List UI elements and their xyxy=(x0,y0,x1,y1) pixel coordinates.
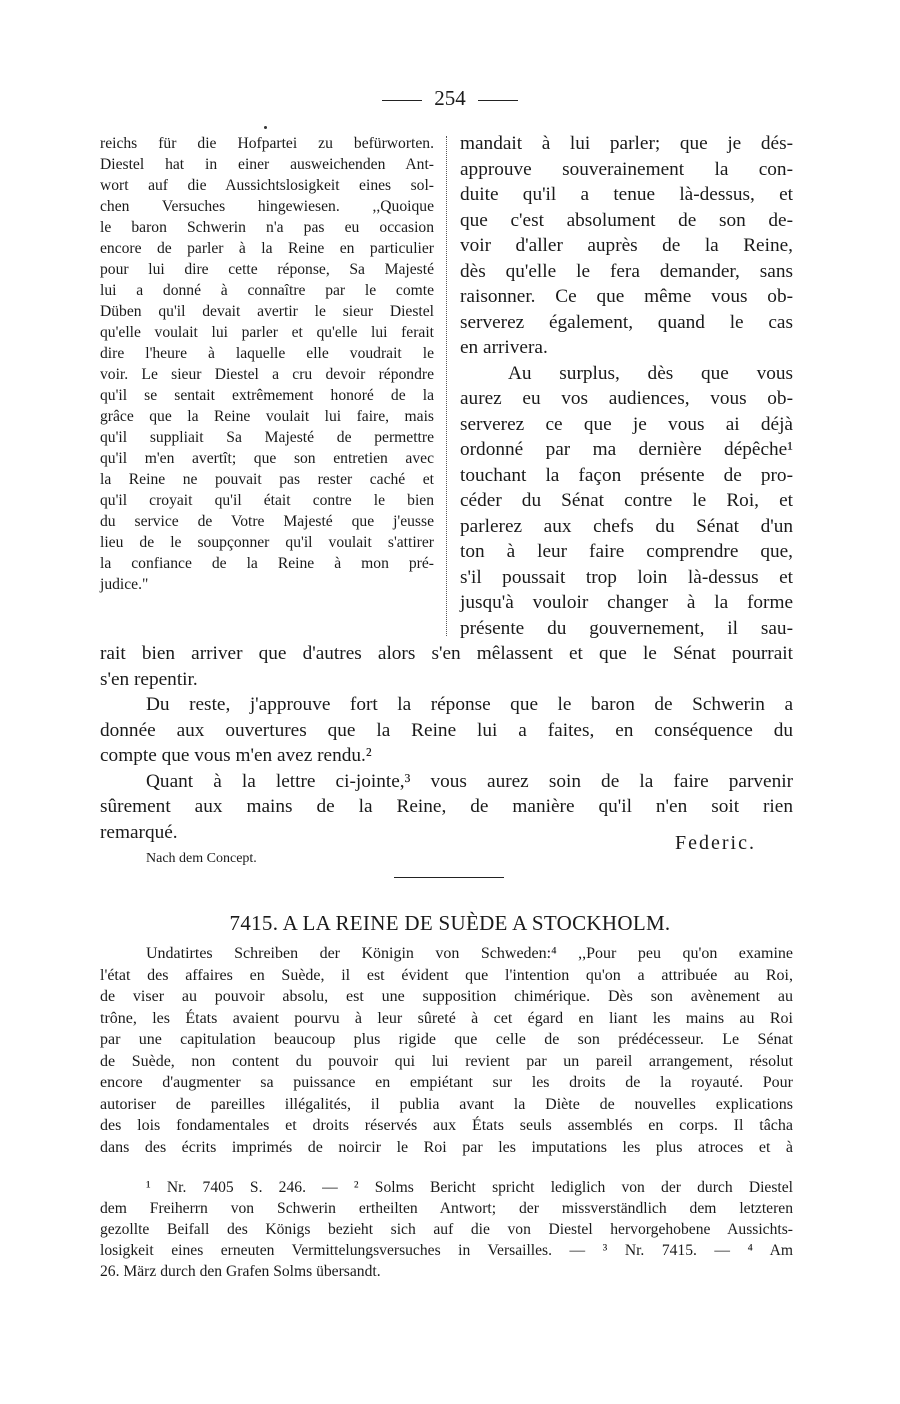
main-line: remarqué. xyxy=(100,821,178,843)
section-rule xyxy=(394,877,504,878)
right-line: duite qu'il a tenue là-dessus, et xyxy=(460,184,793,205)
right-line: touchant la façon présente de pro- xyxy=(460,464,793,486)
right-line: serverez ce que je vous ai déjà xyxy=(460,413,793,435)
page-number-text: 254 xyxy=(434,86,466,110)
print-speck xyxy=(264,126,267,129)
quote-line: des lois fondamentales et droits réservés aux États seuls assemblés en corps. Il tâcha xyxy=(100,1117,793,1134)
right-line: ordonné par ma dernière dépêche¹ xyxy=(460,439,793,460)
right-line: présente du gouvernement, il sau- xyxy=(460,617,793,639)
footnote-line: dem Freiherrn von Schwerin ertheilten Antwort; der missverständlich dem letzteren xyxy=(100,1200,793,1217)
right-line: s'il poussait trop loin là-dessus et xyxy=(460,566,793,588)
right-line: céder du Sénat contre le Roi, et xyxy=(460,490,793,511)
footnote-line: 26. März durch den Grafen Solms übersandt. xyxy=(100,1263,381,1280)
left-line: judice." xyxy=(100,576,149,593)
footnote-line: losigkeit eines erneuten Vermittelungsversuches in Versailles. — ³ Nr. 7415. — ⁴ Am xyxy=(100,1242,793,1259)
main-line: Du reste, j'approuve fort la réponse que le baron de Schwerin a xyxy=(146,694,793,715)
right-line: que c'est absolument de son de- xyxy=(460,209,793,231)
quote-line: l'état des affaires en Suède, il est évident que l'intention qu'on a attribuée au Roi, xyxy=(100,966,793,984)
left-line: qu'elle voulait lui parler et qu'elle lui ferait xyxy=(100,324,434,341)
left-line: qu'il suppliait Sa Majesté de permettre xyxy=(100,429,434,446)
right-line: Au surplus, dès que vous xyxy=(508,362,793,384)
left-line: du service de Votre Majesté que j'eusse xyxy=(100,513,434,530)
left-line: la confiance de la Reine à mon pré- xyxy=(100,555,434,572)
quote-line: autoriser de pareilles illégalités, il publia avant la Diète de nouvelles explications xyxy=(100,1095,793,1113)
right-line: raisonner. Ce que même vous ob- xyxy=(460,286,793,307)
left-line: lieu de le soupçonner qu'il voulait s'attirer xyxy=(100,534,434,551)
right-line: aurez eu vos audiences, vous ob- xyxy=(460,388,793,409)
quote-line: dans des écrits imprimés de noircir le Roi par les imputations les plus atroces et à xyxy=(100,1138,793,1156)
quote-line: encore d'augmenter sa puissance en empiétant sur les droits de la royauté. Pour xyxy=(100,1074,793,1091)
left-line: dire l'heure à laquelle elle voudrait le xyxy=(100,345,434,362)
page-number-rule-left xyxy=(382,100,422,101)
right-line: voir d'aller auprès de la Reine, xyxy=(460,235,793,256)
left-line: la Reine ne pouvait pas rester caché et xyxy=(100,471,434,488)
left-line: reichs für die Hofpartei zu befürworten. xyxy=(100,135,434,152)
main-line: rait bien arriver que d'autres alors s'en mêlassent et que le Sénat pourrait xyxy=(100,643,793,664)
left-line: chen Versuches hingewiesen. ,,Quoique xyxy=(100,198,434,215)
right-line: dès qu'elle le fera demander, sans xyxy=(460,260,793,282)
right-line: ton à leur faire comprendre que, xyxy=(460,541,793,562)
left-line: lui a donné à connaître par le comte xyxy=(100,282,434,299)
main-line: donnée aux ouvertures que la Reine lui a faites, en conséquence du xyxy=(100,719,793,741)
right-line: en arrivera. xyxy=(460,337,548,358)
main-line: Quant à la lettre ci-jointe,³ vous aurez soin de la faire parvenir xyxy=(146,770,793,792)
right-line: jusqu'à vouloir changer à la forme xyxy=(460,592,793,613)
signature: Federic. xyxy=(675,832,756,854)
left-line: qu'il se sentait extrêmement honoré de la xyxy=(100,387,434,404)
quote-line: Undatirtes Schreiben der Königin von Schweden:⁴ ,,Pour peu qu'on examine xyxy=(146,945,793,962)
quote-line: de viser au pouvoir absolu, est une supposition chimérique. Dès son avènement au xyxy=(100,988,793,1005)
quote-line: par une capitulation beaucoup plus rigide que celle de son prédécesseur. Le Sénat xyxy=(100,1031,793,1048)
left-line: Diestel hat in einer ausweichenden Ant- xyxy=(100,156,434,173)
left-line: Düben qu'il devait avertir le sieur Diestel xyxy=(100,303,434,320)
column-divider xyxy=(446,136,447,636)
right-line: mandait à lui parler; que je dés- xyxy=(460,133,793,154)
left-line: le baron Schwerin n'a pas eu occasion xyxy=(100,219,434,236)
left-line: wort auf die Aussichtslosigkeit eines sol- xyxy=(100,177,434,194)
left-line: encore de parler à la Reine en particulier xyxy=(100,240,434,257)
left-line: qu'il m'en avertît; que son entretien avec xyxy=(100,450,434,467)
right-line: parlerez aux chefs du Sénat d'un xyxy=(460,515,793,537)
page-number-rule-right xyxy=(478,100,518,101)
left-line: grâce que la Reine voulait lui faire, mais xyxy=(100,408,434,425)
section-heading: 7415. A LA REINE DE SUÈDE A STOCKHOLM. xyxy=(229,911,671,935)
source-note: Nach dem Concept. xyxy=(146,851,257,866)
right-line: serverez également, quand le cas xyxy=(460,311,793,333)
main-line: compte que vous m'en avez rendu.² xyxy=(100,745,372,766)
main-line: s'en repentir. xyxy=(100,668,198,690)
right-line: approuve souverainement la con- xyxy=(460,158,793,180)
page-number xyxy=(0,86,900,111)
footnote-line: ¹ Nr. 7405 S. 246. — ² Solms Bericht spricht lediglich von der durch Diestel xyxy=(146,1179,793,1196)
quote-line: de Suède, non content du pouvoir qui lui revient par un pareil arrangement, résolut xyxy=(100,1052,793,1070)
left-line: pour lui dire cette réponse, Sa Majesté xyxy=(100,261,434,278)
quote-line: trône, les États avaient pourvu à leur sûreté à cet égard en liant les mains au Roi xyxy=(100,1009,793,1027)
main-line: sûrement aux mains de la Reine, de manière qu'il n'en soit rien xyxy=(100,796,793,817)
left-line: qu'il croyait qu'il était contre le bien xyxy=(100,492,434,509)
left-line: voir. Le sieur Diestel a cru devoir répondre xyxy=(100,366,434,383)
footnote-line: gezollte Beifall des Königs bezieht sich auf die von Diestel hervorgehobene Aussichts- xyxy=(100,1221,793,1238)
